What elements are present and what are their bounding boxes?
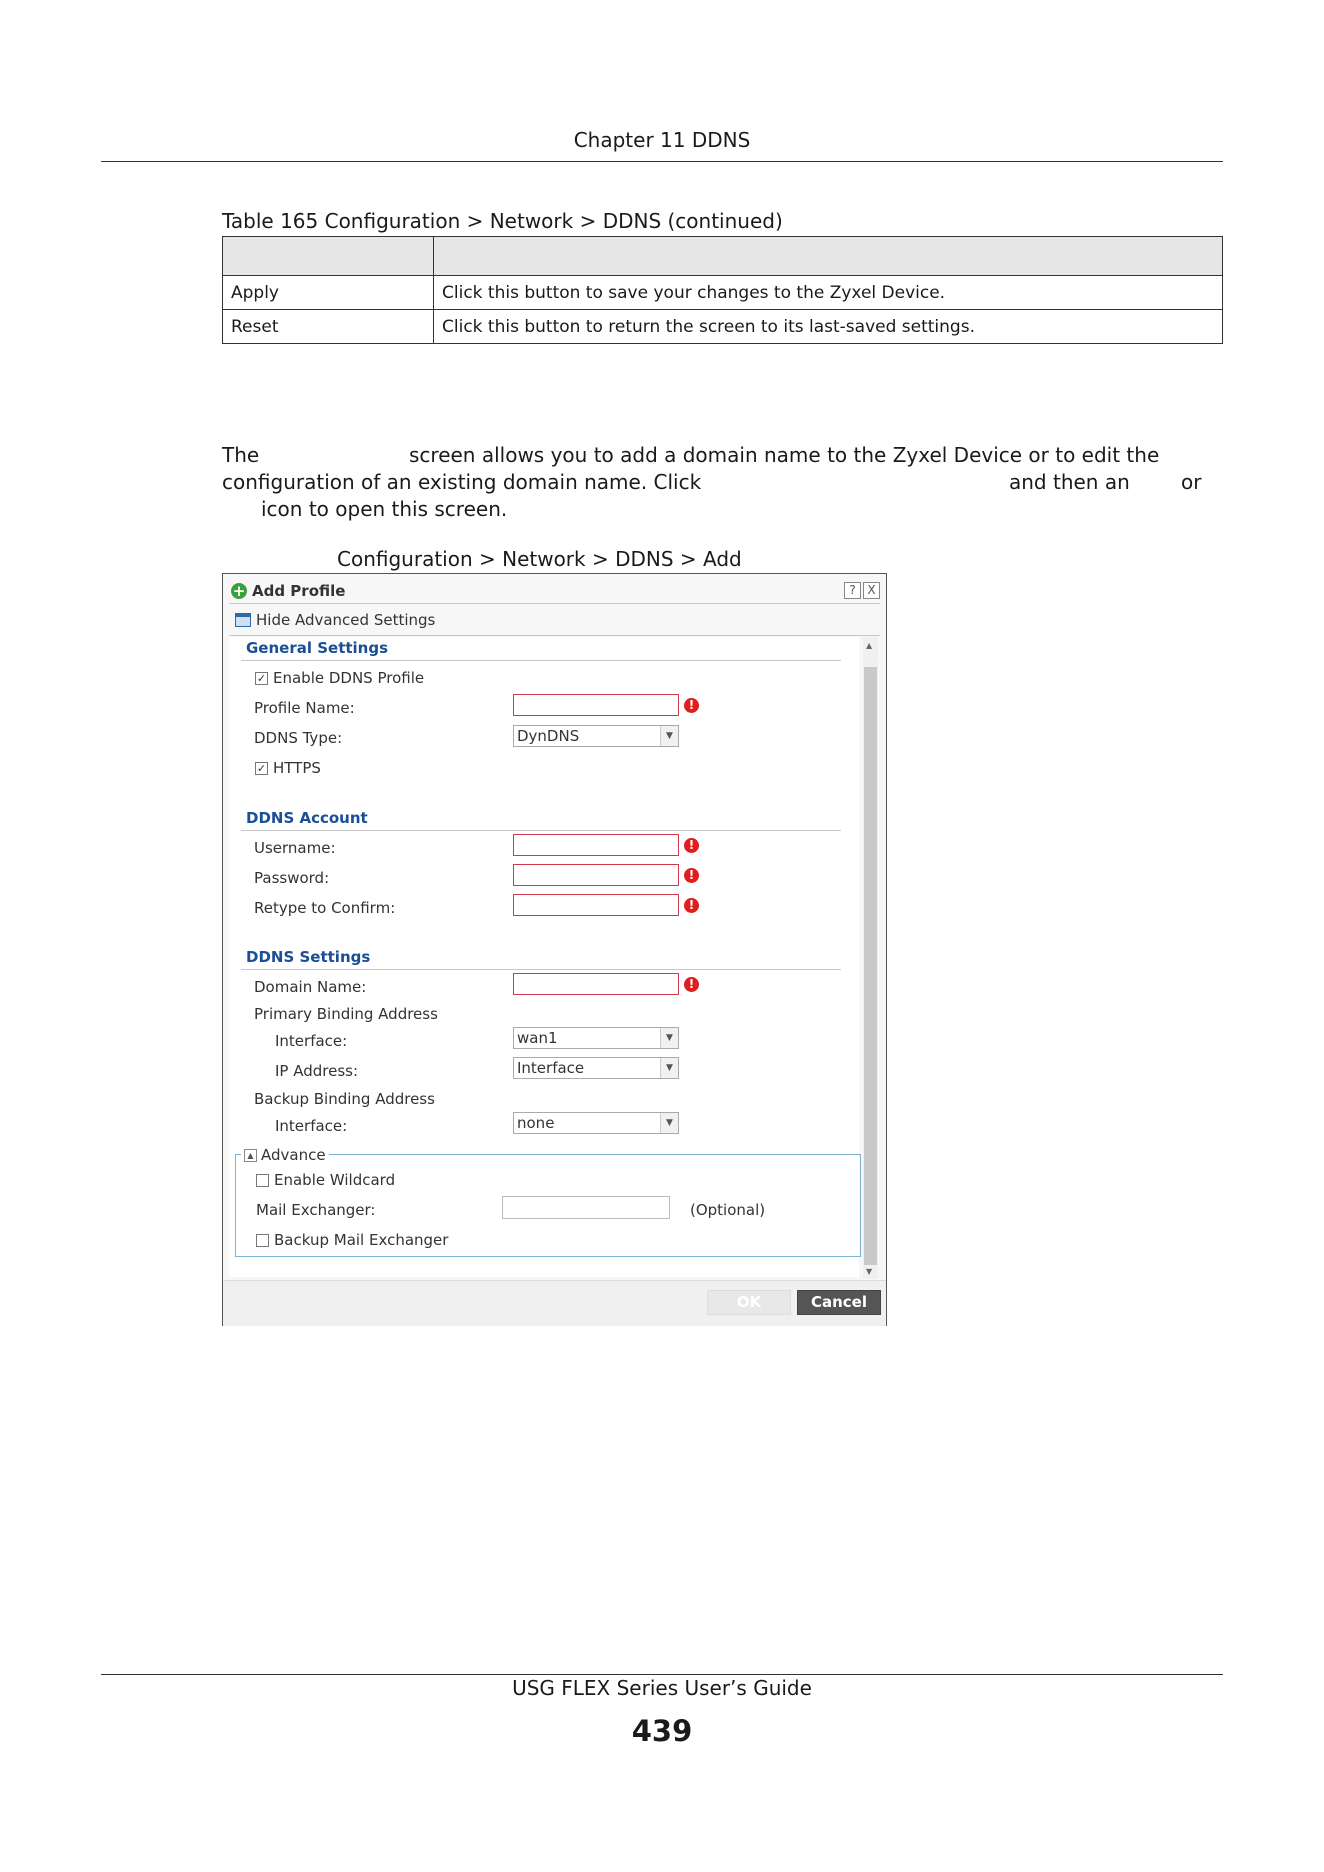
ddns-type-value: DynDNS xyxy=(517,727,580,745)
domain-name-label: Domain Name: xyxy=(254,978,367,996)
backup-binding-label: Backup Binding Address xyxy=(254,1090,435,1108)
collapse-icon[interactable]: ▲ xyxy=(244,1149,257,1162)
paragraph-line1-end: screen allows you to add a domain name to the Zyxel Device or to edit the xyxy=(409,443,1160,467)
https-label: HTTPS xyxy=(273,759,321,777)
table-caption: Table 165 Configuration > Network > DDNS (continued) xyxy=(222,209,783,233)
table-header-row xyxy=(223,237,1223,276)
username-label: Username: xyxy=(254,839,336,857)
table-cell-label: Apply xyxy=(223,276,434,310)
chevron-down-icon: ▼ xyxy=(660,1113,678,1133)
mail-exchanger-label: Mail Exchanger: xyxy=(256,1201,376,1219)
enable-wildcard-label: Enable Wildcard xyxy=(274,1171,396,1189)
paragraph-line2-start: configuration of an existing domain name. Click xyxy=(222,470,702,494)
advance-legend[interactable] xyxy=(241,1146,329,1164)
figure-caption: Configuration > Network > DDNS > Add xyxy=(337,547,742,571)
backup-mx-checkbox[interactable] xyxy=(256,1234,269,1247)
enable-ddns-profile-label: Enable DDNS Profile xyxy=(273,669,425,687)
plus-circle-icon: + xyxy=(232,582,246,600)
dialog-title-bar xyxy=(231,582,345,600)
primary-interface-value: wan1 xyxy=(517,1029,558,1047)
backup-interface-select[interactable] xyxy=(513,1112,679,1134)
retype-input[interactable] xyxy=(513,894,679,916)
ip-address-value: Interface xyxy=(517,1059,585,1077)
backup-interface-label: Interface: xyxy=(275,1117,348,1135)
username-input[interactable] xyxy=(513,834,679,856)
header-rule xyxy=(101,161,1223,162)
chevron-down-icon: ▼ xyxy=(660,1058,678,1078)
primary-binding-label: Primary Binding Address xyxy=(254,1005,438,1023)
page-number: 439 xyxy=(631,1714,693,1748)
ddns-account-title: DDNS Account xyxy=(246,809,368,827)
ddns-type-select[interactable] xyxy=(513,725,679,747)
ip-address-select[interactable] xyxy=(513,1057,679,1079)
cancel-button[interactable]: Cancel xyxy=(797,1290,881,1315)
mail-exchanger-input[interactable] xyxy=(502,1196,670,1219)
ddns-settings-title: DDNS Settings xyxy=(246,948,371,966)
domain-name-input[interactable] xyxy=(513,973,679,995)
section-divider xyxy=(241,830,841,831)
description-table xyxy=(222,236,1223,344)
advance-title: Advance xyxy=(261,1146,326,1164)
paragraph-line3-end: icon to open this screen. xyxy=(261,497,508,521)
password-input[interactable] xyxy=(513,864,679,886)
warning-icon: ! xyxy=(684,698,699,713)
table-cell-label: Reset xyxy=(223,310,434,344)
section-divider xyxy=(241,969,841,970)
enable-ddns-profile-checkbox[interactable]: ✓ xyxy=(256,671,267,685)
table-cell-description: Click this button to return the screen to its last-saved settings. xyxy=(434,310,1223,344)
guide-title: USG FLEX Series User’s Guide xyxy=(512,1676,812,1700)
https-checkbox[interactable]: ✓ xyxy=(256,761,267,775)
warning-icon: ! xyxy=(684,868,699,883)
scroll-down-icon[interactable]: ▼ xyxy=(866,1267,873,1276)
backup-mx-row xyxy=(256,1231,448,1249)
chevron-down-icon: ▼ xyxy=(660,1028,678,1048)
close-icon[interactable]: X xyxy=(863,582,880,599)
section-divider xyxy=(241,660,841,661)
backup-interface-value: none xyxy=(517,1114,555,1132)
enable-wildcard-checkbox[interactable] xyxy=(256,1174,269,1187)
general-settings-title: General Settings xyxy=(246,639,389,657)
toggle-separator xyxy=(229,635,880,636)
ddns-type-label: DDNS Type: xyxy=(254,729,343,747)
chevron-down-icon: ▼ xyxy=(660,726,678,746)
warning-icon: ! xyxy=(684,898,699,913)
table-cell-description: Click this button to save your changes to the Zyxel Device. xyxy=(434,276,1223,310)
warning-icon: ! xyxy=(684,838,699,853)
add-profile-dialog xyxy=(222,573,887,1326)
grid-icon xyxy=(235,613,251,627)
backup-mx-label: Backup Mail Exchanger xyxy=(274,1231,449,1249)
paragraph-line2-end: or xyxy=(1181,470,1202,494)
vertical-scrollbar[interactable] xyxy=(863,637,878,1279)
hide-advanced-label: Hide Advanced Settings xyxy=(256,611,436,629)
password-label: Password: xyxy=(254,869,330,887)
warning-icon: ! xyxy=(684,977,699,992)
table-row xyxy=(223,276,1223,310)
paragraph-line2-mid: and then an xyxy=(1009,470,1130,494)
https-row xyxy=(255,759,321,777)
primary-interface-label: Interface: xyxy=(275,1032,348,1050)
profile-name-label: Profile Name: xyxy=(254,699,355,717)
enable-wildcard-row xyxy=(256,1171,395,1189)
footer-rule xyxy=(101,1674,1223,1675)
help-icon[interactable]: ? xyxy=(844,582,861,599)
scrollbar-thumb[interactable] xyxy=(864,667,877,1265)
title-buttons xyxy=(844,582,880,599)
table-header-description xyxy=(434,237,1223,276)
mail-exchanger-optional: (Optional) xyxy=(690,1201,766,1219)
ip-address-label: IP Address: xyxy=(275,1062,359,1080)
profile-name-input[interactable] xyxy=(513,694,679,716)
retype-label: Retype to Confirm: xyxy=(254,899,396,917)
table-row xyxy=(223,310,1223,344)
ok-button[interactable]: OK xyxy=(707,1290,791,1315)
scroll-up-icon[interactable]: ▲ xyxy=(866,641,873,650)
chapter-header: Chapter 11 DDNS xyxy=(573,128,751,152)
enable-ddns-profile-row xyxy=(255,669,424,687)
title-separator xyxy=(229,603,880,604)
dialog-title: Add Profile xyxy=(252,582,346,600)
primary-interface-select[interactable] xyxy=(513,1027,679,1049)
hide-advanced-toggle[interactable] xyxy=(235,611,435,629)
paragraph-line1-start: The xyxy=(222,443,260,467)
table-header-label xyxy=(223,237,434,276)
